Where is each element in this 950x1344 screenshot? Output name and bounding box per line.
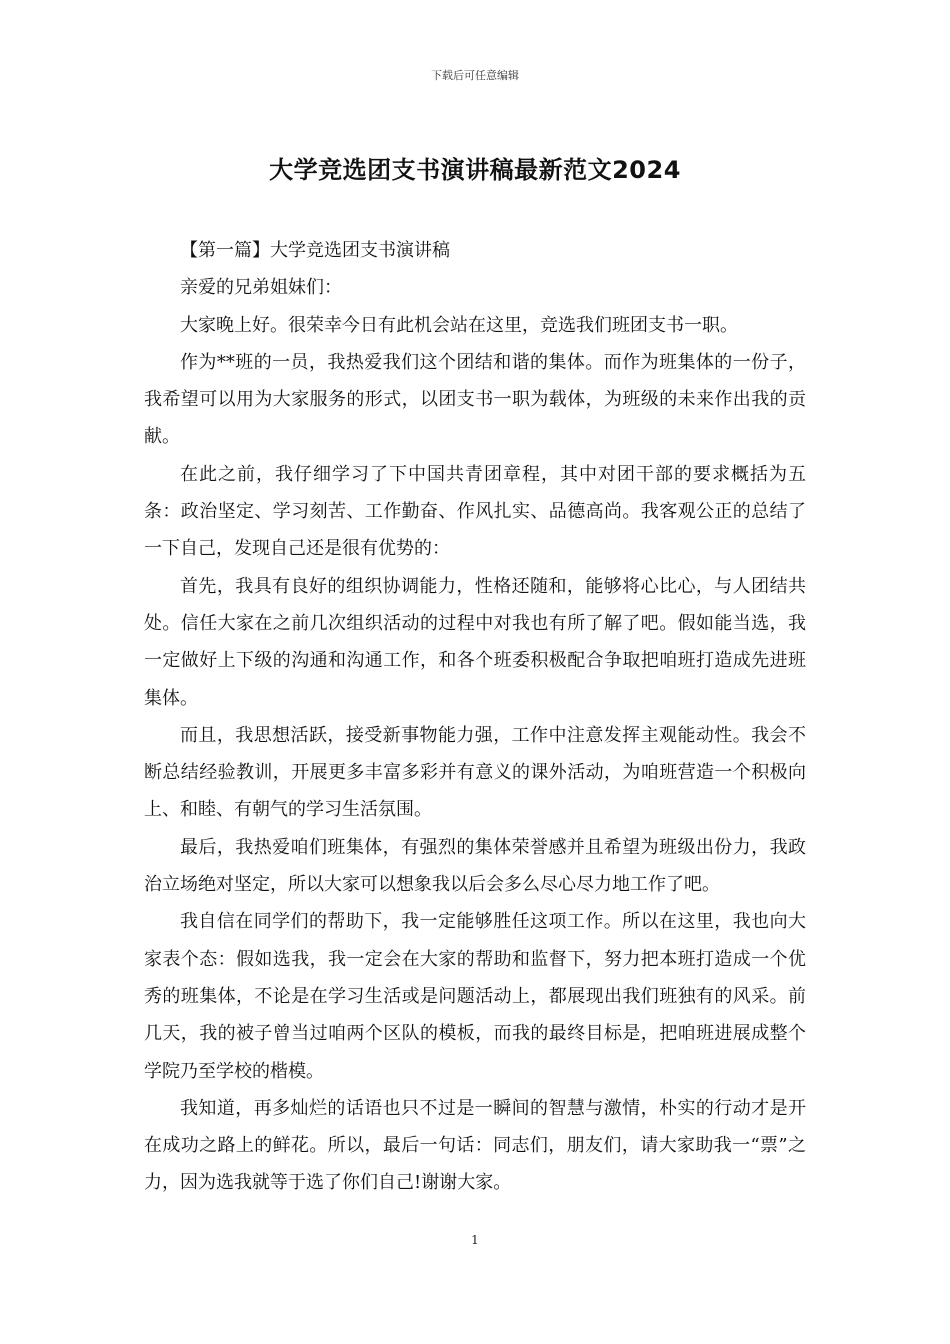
document-body xyxy=(144,232,806,1202)
salutation: 亲爱的兄弟姐妹们： xyxy=(180,277,342,299)
page-number: 1 xyxy=(471,1233,479,1247)
paragraph: 作为**班的一员，我热爱我们这个团结和谐的集体。而作为班集体的一份子，我希望可以用为大家服务的形式，以团支书一职为载体，为班级的未来作出我的贡献。 xyxy=(144,351,806,448)
paragraph: 首先，我具有良好的组织协调能力，性格还随和，能够将心比心，与人团结共处。信任大家在之前几次组织活动的过程中对我也有所了解了吧。假如能当选，我一定做好上下级的沟通和沟通工作，和各个班委积极配合争取把咱班打造成先进班集体。 xyxy=(144,575,806,709)
header-note: 下载后可任意编辑 xyxy=(431,69,519,82)
paragraph: 大家晚上好。很荣幸今日有此机会站在这里，竞选我们班团支书一职。 xyxy=(180,314,738,336)
document-title: 大学竞选团支书演讲稿最新范文2024 xyxy=(269,156,681,184)
section-heading: 【第一篇】大学竞选团支书演讲稿 xyxy=(180,240,450,261)
paragraph: 我知道，再多灿烂的话语也只不过是一瞬间的智慧与激情，朴实的行动才是开在成功之路上的鲜花。所以，最后一句话：同志们，朋友们，请大家助我一“票”之力，因为选我就等于选了你们自己!谢谢大家。 xyxy=(144,1097,806,1194)
paragraph: 最后，我热爱咱们班集体，有强烈的集体荣誉感并且希望为班级出份力，我政治立场绝对坚定，所以大家可以想象我以后会多么尽心尽力地工作了吧。 xyxy=(144,836,806,896)
paragraph: 在此之前，我仔细学习了下中国共青团章程，其中对团干部的要求概括为五条：政治坚定、学习刻苦、工作勤奋、作风扎实、品德高尚。我客观公正的总结了一下自己，发现自己还是很有优势的： xyxy=(144,463,806,560)
paragraph: 而且，我思想活跃，接受新事物能力强，工作中注意发挥主观能动性。我会不断总结经验教训，开展更多丰富多彩并有意义的课外活动，为咱班营造一个积极向上、和睦、有朝气的学习生活氛围。 xyxy=(144,724,806,821)
paragraph: 我自信在同学们的帮助下，我一定能够胜任这项工作。所以在这里，我也向大家表个态：假如选我，我一定会在大家的帮助和监督下，努力把本班打造成一个优秀的班集体，不论是在学习生活或是问题活动上，都展现出我们班独有的风采。前几天，我的被子曾当过咱两个区队的模板，而我的最终目标是，把咱班进展成整个学院乃至学校的楷模。 xyxy=(144,911,806,1082)
